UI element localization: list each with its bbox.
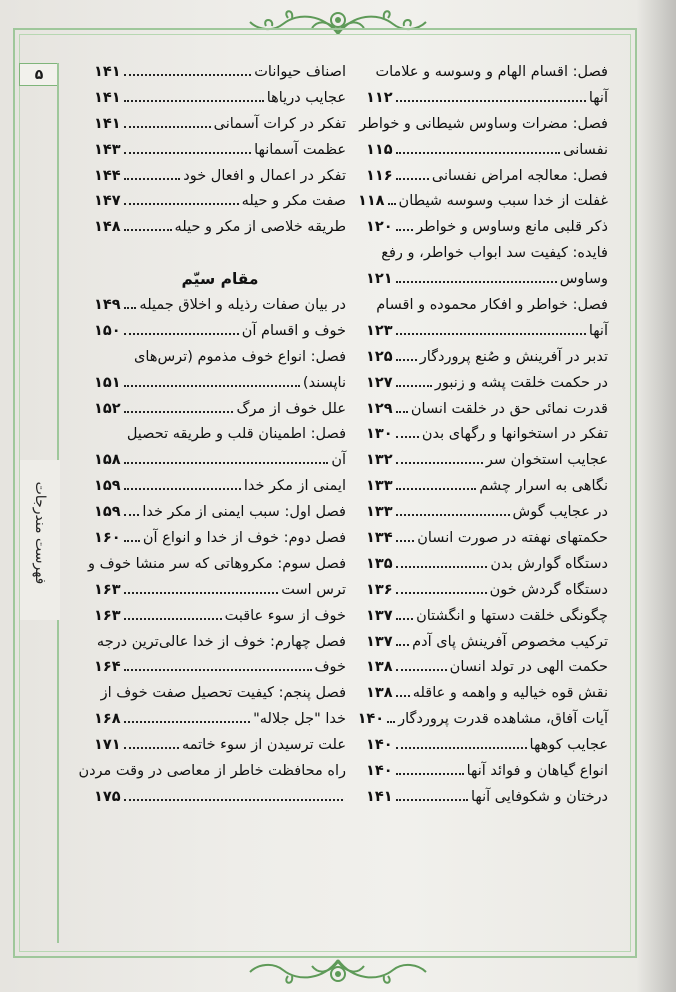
toc-entry-title: در حکمت خلقت پشه و زنبور bbox=[434, 374, 608, 391]
toc-entry-line: فصل سوم: مکروهاتی که سر منشا خوف و bbox=[87, 555, 346, 572]
toc-entry-page: ۱۳۰ bbox=[366, 426, 393, 443]
dot-leader bbox=[396, 359, 417, 361]
toc-entry-page: ۱۲۵ bbox=[366, 348, 393, 365]
toc-entry-title: وساوس bbox=[559, 271, 608, 288]
toc-entry-page: ۱۵۹ bbox=[94, 478, 121, 495]
toc-entry-line: فصل چهارم: خوف از خدا عالی‌ترین درجه bbox=[96, 633, 346, 650]
toc-entry-page: ۱۱۲ bbox=[366, 89, 393, 106]
toc-entry bbox=[366, 681, 608, 707]
dot-leader bbox=[396, 178, 429, 180]
dot-leader bbox=[124, 540, 140, 542]
toc-entry-title: طریقه خلاصی از مکر و حیله bbox=[174, 219, 346, 236]
toc-entry-title: علت ترسیدن از سوء خاتمه bbox=[181, 737, 346, 754]
dot-leader bbox=[396, 799, 468, 801]
toc-entry-page: ۱۴۸ bbox=[94, 219, 121, 236]
blank-line bbox=[94, 241, 346, 267]
toc-entry bbox=[366, 215, 608, 241]
toc-entry-page: ۱۳۵ bbox=[366, 555, 393, 572]
toc-entry-title: فصل: معالجه امراض نفسانی bbox=[431, 167, 608, 184]
dot-leader bbox=[396, 385, 432, 387]
toc-entry bbox=[94, 112, 346, 138]
toc-entry-page: ۱۶۳ bbox=[94, 607, 121, 624]
toc-entry bbox=[94, 707, 346, 733]
toc-entry bbox=[94, 215, 346, 241]
toc-entry-page: ۱۱۵ bbox=[366, 141, 393, 158]
dot-leader bbox=[124, 669, 312, 671]
toc-entry-page: ۱۴۴ bbox=[94, 167, 121, 184]
dot-leader bbox=[396, 644, 410, 646]
dot-leader bbox=[396, 281, 557, 283]
toc-entry bbox=[366, 448, 608, 474]
toc-entry bbox=[366, 759, 608, 785]
toc-entry bbox=[366, 86, 608, 112]
toc-entry-title: نقش قوه خیالیه و واهمه و عاقله bbox=[412, 685, 608, 702]
toc-entry bbox=[366, 371, 608, 397]
toc-entry-page: ۱۵۰ bbox=[94, 322, 121, 339]
toc-entry bbox=[94, 578, 346, 604]
toc-entry bbox=[94, 86, 346, 112]
side-title-band bbox=[20, 460, 60, 620]
toc-entry-page: ۱۱۶ bbox=[366, 167, 393, 184]
toc-entry-page: ۱۴۷ bbox=[94, 193, 121, 210]
toc-entry-page: ۱۴۰ bbox=[357, 711, 385, 728]
toc-entry-title: تدبر در آفرینش و صُنع پروردگار bbox=[419, 348, 608, 365]
toc-entry bbox=[366, 630, 608, 656]
toc-entry bbox=[94, 138, 346, 164]
toc-entry bbox=[366, 526, 608, 552]
dot-leader bbox=[396, 333, 586, 335]
toc-entry-line: فصل: خواطر و افکار محموده و اقسام bbox=[376, 297, 608, 314]
toc-entry-page: ۱۴۰ bbox=[366, 763, 393, 780]
dot-leader bbox=[396, 462, 483, 464]
toc-entry-page: ۱۳۶ bbox=[366, 581, 393, 598]
toc-entry-page: ۱۴۹ bbox=[94, 297, 121, 314]
toc-entry bbox=[94, 60, 346, 86]
toc-entry-page: ۱۲۱ bbox=[366, 271, 393, 288]
toc-entry-title: انواع گیاهان و فوائد آنها bbox=[466, 763, 608, 780]
dot-leader bbox=[396, 488, 477, 490]
toc-entry-page: ۱۲۹ bbox=[366, 400, 393, 417]
toc-entry-title: در عجایب گوش bbox=[512, 504, 608, 521]
toc-entry-title: غفلت از خدا سبب وسوسه شیطان bbox=[398, 193, 608, 210]
toc-entry-page: ۱۳۸ bbox=[366, 659, 393, 676]
section-heading: مقام سیّم bbox=[181, 270, 259, 289]
toc-entry-page: ۱۲۳ bbox=[366, 322, 393, 339]
toc-entry bbox=[94, 526, 346, 552]
dot-leader bbox=[124, 385, 300, 387]
toc-entry bbox=[94, 293, 346, 319]
toc-entry-page: ۱۵۱ bbox=[94, 374, 121, 391]
dot-leader bbox=[396, 436, 419, 438]
dot-leader bbox=[396, 592, 487, 594]
toc-entry-page: ۱۴۱ bbox=[94, 64, 121, 80]
toc-entry-title: خدا "جل جلاله" bbox=[253, 711, 346, 728]
toc-entry-title: صفت مکر و حیله bbox=[241, 193, 346, 210]
toc-entry-page: ۱۵۹ bbox=[94, 504, 121, 521]
dot-leader bbox=[124, 152, 252, 154]
toc-entry bbox=[94, 319, 346, 345]
toc-entry bbox=[94, 500, 346, 526]
dot-leader bbox=[396, 618, 414, 620]
toc-entry-page: ۱۲۷ bbox=[366, 374, 393, 391]
toc-entry-page: ۱۴۳ bbox=[94, 141, 121, 158]
toc-entry-title: آنها bbox=[588, 89, 608, 106]
toc-entry-line: راه محافظت خاطر از معاصی در وقت مردن bbox=[78, 763, 346, 780]
toc-entry-title: عظمت آسمانها bbox=[254, 141, 346, 158]
toc-entry-title: آن bbox=[331, 452, 346, 469]
toc-entry bbox=[366, 474, 608, 500]
toc-entry-title: تفکر در استخوانها و رگهای بدن bbox=[421, 426, 608, 443]
dot-leader bbox=[124, 514, 140, 516]
toc-entry-page: ۱۵۲ bbox=[94, 400, 121, 417]
dot-leader bbox=[124, 126, 211, 128]
toc-entry-title: ذکر قلبی مانع وساوس و خواطر bbox=[416, 219, 608, 236]
toc-entry-title: ترکیب مخصوص آفرینش پای آدم bbox=[412, 633, 608, 650]
dot-leader bbox=[124, 178, 181, 180]
toc-entry-title: دستگاه گوارش بدن bbox=[490, 555, 608, 572]
dot-leader bbox=[124, 721, 251, 723]
dot-leader bbox=[396, 566, 488, 568]
toc-entry-page: ۱۳۷ bbox=[366, 607, 393, 624]
dot-leader bbox=[396, 514, 510, 516]
dot-leader bbox=[388, 203, 396, 205]
toc-entry-title: چگونگی خلقت دستها و انگشتان bbox=[416, 607, 608, 624]
toc-entry-page: ۱۷۵ bbox=[94, 788, 121, 805]
dot-leader bbox=[124, 618, 222, 620]
toc-entry bbox=[366, 552, 608, 578]
toc-entry bbox=[94, 164, 346, 190]
toc-entry-title: در بیان صفات رذیله و اخلاق جمیله bbox=[139, 297, 346, 314]
toc-column-right bbox=[357, 60, 608, 811]
toc-entry-title: عجایب دریاها bbox=[266, 89, 346, 106]
toc-entry bbox=[366, 164, 608, 190]
toc-entry bbox=[366, 319, 608, 345]
side-title: فهرست مندرجات bbox=[32, 481, 48, 585]
dot-leader bbox=[124, 411, 234, 413]
toc-entry-title: نفسانی bbox=[563, 141, 608, 158]
toc-entry-title: دستگاه گردش خون bbox=[489, 581, 608, 598]
toc-entry bbox=[357, 189, 608, 215]
toc-entry-title: ترس است bbox=[281, 581, 346, 598]
toc-entry-page: ۱۲۰ bbox=[366, 219, 393, 236]
toc-entry-title: خوف bbox=[314, 659, 346, 676]
toc-entry bbox=[357, 707, 608, 733]
toc-entry-page: ۱۶۸ bbox=[94, 711, 121, 728]
toc-entry-page: ۱۳۷ bbox=[366, 633, 393, 650]
toc-entry-title: تفکر در اعمال و افعال خود bbox=[183, 167, 346, 184]
toc-entry-title: قدرت نمائی حق در خلقت انسان bbox=[410, 400, 608, 417]
dot-leader bbox=[124, 229, 172, 231]
toc-entry-page: ۱۶۳ bbox=[94, 581, 121, 598]
toc-entry-title: حکمتهای نهفته در صورت انسان bbox=[417, 530, 608, 547]
toc-entry-title: خوف از سوء عاقبت bbox=[224, 607, 346, 624]
toc-entry-line: فصل: مضرات وساوس شیطانی و خواطر bbox=[359, 115, 608, 132]
toc-entry bbox=[366, 578, 608, 604]
floral-ornament-bottom-icon bbox=[228, 954, 448, 988]
dot-leader bbox=[124, 307, 137, 309]
dot-leader bbox=[396, 669, 447, 671]
toc-entry-title: فصل دوم: خوف از خدا و انواع آن bbox=[142, 530, 346, 547]
toc-entry bbox=[366, 655, 608, 681]
dot-leader bbox=[396, 411, 408, 413]
toc-entry-page: ۱۳۳ bbox=[366, 478, 393, 495]
dot-leader bbox=[396, 695, 410, 697]
dot-leader bbox=[396, 229, 414, 231]
dot-leader bbox=[396, 100, 586, 102]
toc-entry-line: فایده: کیفیت سد ابواب خواطر، و رفع bbox=[381, 245, 608, 262]
dot-leader bbox=[124, 462, 329, 464]
toc-entry bbox=[366, 733, 608, 759]
toc-entry-page: ۱۱۸ bbox=[357, 193, 385, 210]
dot-leader bbox=[124, 333, 239, 335]
toc-entry-line: فصل پنجم: کیفیت تحصیل صفت خوف از bbox=[100, 685, 346, 702]
toc-entry bbox=[366, 500, 608, 526]
toc-entry-page: ۱۶۴ bbox=[94, 659, 121, 676]
toc-entry-title: عجایب استخوان سر bbox=[485, 452, 608, 469]
toc-entry-page: ۱۳۳ bbox=[366, 504, 393, 521]
toc-entry-line: فصل: اقسام الهام و وسوسه و علامات bbox=[375, 64, 608, 80]
dot-leader bbox=[124, 74, 252, 76]
toc-entry-page: ۱۴۱ bbox=[94, 115, 121, 132]
toc-entry bbox=[94, 474, 346, 500]
toc-entry bbox=[366, 267, 608, 293]
toc-entry-page: ۱۵۸ bbox=[94, 452, 121, 469]
toc-entry bbox=[366, 345, 608, 371]
toc-entry bbox=[366, 604, 608, 630]
toc-entry-title: فصل اول: سبب ایمنی از مکر خدا bbox=[142, 504, 346, 521]
toc-entry-line: فصل: انواع خوف مذموم (ترس‌های bbox=[134, 348, 346, 365]
dot-leader bbox=[124, 100, 264, 102]
toc-column-left bbox=[78, 60, 346, 811]
toc-entry-page: ۱۷۱ bbox=[94, 737, 121, 754]
toc-entry-title: عجایب کوهها bbox=[529, 737, 608, 754]
toc-entry bbox=[366, 785, 608, 811]
toc-entry bbox=[94, 371, 346, 397]
dot-leader bbox=[396, 773, 464, 775]
dot-leader bbox=[124, 747, 179, 749]
toc-entry-title: آیات آفاق، مشاهده قدرت پروردگار bbox=[398, 711, 608, 728]
dot-leader bbox=[124, 592, 279, 594]
toc-entry-title: نگاهی به اسرار چشم bbox=[479, 478, 608, 495]
toc-entry-page: ۱۳۲ bbox=[366, 452, 393, 469]
toc-entry-page: ۱۴۱ bbox=[366, 788, 393, 805]
dot-leader bbox=[387, 721, 395, 723]
toc-entry-title: علل خوف از مرگ bbox=[236, 400, 346, 417]
dot-leader bbox=[396, 152, 561, 154]
toc-entry bbox=[94, 733, 346, 759]
toc-entry-title: تفکر در کرات آسمانی bbox=[213, 115, 346, 132]
toc-entry bbox=[94, 655, 346, 681]
toc-entry-line: فصل: اطمینان قلب و طریقه تحصیل bbox=[126, 426, 346, 443]
dot-leader bbox=[124, 203, 239, 205]
toc-entry bbox=[94, 604, 346, 630]
toc-entry bbox=[94, 785, 346, 811]
toc-entry bbox=[94, 448, 346, 474]
dot-leader bbox=[124, 799, 343, 801]
toc-entry-page: ۱۳۸ bbox=[366, 685, 393, 702]
toc-entry-title: حکمت الهی در تولد انسان bbox=[449, 659, 608, 676]
dot-leader bbox=[124, 488, 241, 490]
toc-entry-page: ۱۴۰ bbox=[366, 737, 393, 754]
toc-entry bbox=[366, 397, 608, 423]
toc-entry bbox=[94, 397, 346, 423]
toc-entry bbox=[366, 138, 608, 164]
page-number: ۵ bbox=[19, 63, 59, 86]
toc-entry-page: ۱۳۴ bbox=[366, 530, 393, 547]
toc-entry-title: ناپسند) bbox=[302, 374, 346, 391]
toc-entry bbox=[366, 422, 608, 448]
toc-entry-title: درختان و شکوفایی آنها bbox=[471, 788, 608, 805]
dot-leader bbox=[396, 747, 527, 749]
toc-entry-title: آنها bbox=[588, 322, 608, 339]
dot-leader bbox=[396, 540, 415, 542]
toc-entry-page: ۱۴۱ bbox=[94, 89, 121, 106]
toc-entry-page: ۱۶۰ bbox=[94, 530, 121, 547]
toc-entry-title: خوف و اقسام آن bbox=[241, 322, 346, 339]
toc-entry bbox=[94, 189, 346, 215]
toc-entry-title: اصناف حیوانات bbox=[254, 64, 346, 80]
toc-entry-title: ایمنی از مکر خدا bbox=[243, 478, 346, 495]
